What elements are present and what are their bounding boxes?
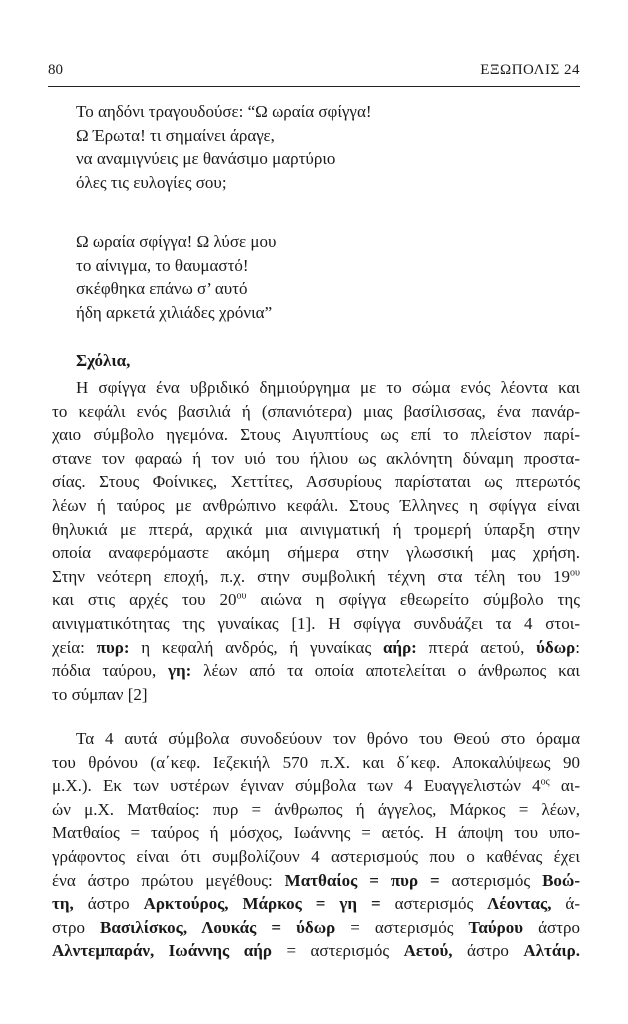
text-line: χαιο σύμβολο ηγεμόνα. Στους Αιγυπτίους ως επί το πλείστον παρί- <box>52 425 580 445</box>
page-header <box>48 62 580 84</box>
poem-line: ήδη αρκετά χιλιάδες χρόνια” <box>76 302 273 322</box>
superscript: ου <box>570 567 580 579</box>
running-title: ΕΞΩΠΟΛΙΣ 24 <box>480 62 580 78</box>
text-line: του θρόνου (α΄κεφ. Ιεζεκιήλ 570 π.Χ. και δ΄κεφ. Αποκαλύψεως 90 <box>52 752 580 772</box>
bold-term: Ματθαίος = πυρ = <box>284 870 440 890</box>
bold-term: Αρκτούρος, Μάρκος = γη = <box>143 894 381 914</box>
text-span: και στις αρχές του 20 <box>52 590 237 610</box>
header-rule <box>48 86 580 87</box>
bold-term: Αετού, <box>403 941 453 961</box>
text-span: αστερισμός <box>439 870 543 890</box>
bold-term: αήρ: <box>382 637 417 657</box>
text-line <box>52 869 580 893</box>
bold-term: Βασιλίσκος, Λουκάς = ύδωρ <box>100 917 336 937</box>
text-line: στανε τον φαραώ ή τον υιό του ήλιου ως ακλόνητη δύναμη προστα- <box>52 448 580 468</box>
text-line <box>52 774 580 798</box>
poem-line: να αναμιγνύεις με θανάσιμο μαρτύριο <box>76 149 336 169</box>
bold-term: τη, <box>52 894 74 914</box>
poem-stanza-2 <box>76 230 276 324</box>
text-span: χεία: <box>52 637 97 657</box>
bold-term: Αλτάιρ. <box>523 941 580 961</box>
text-span: πόδια ταύρου, <box>52 661 169 681</box>
text-line <box>52 376 580 400</box>
text-span: πτερά αετού, <box>416 637 537 657</box>
paragraph-2 <box>52 727 580 963</box>
bold-term: Ταύρου <box>468 917 524 937</box>
text-span: αστερισμός <box>380 894 488 914</box>
poem-line: Ω Έρωτα! τι σημαίνει άραγε, <box>76 125 275 145</box>
text-span: Τα 4 αυτά σύμβολα συνοδεύουν τον θρόνο του Θεού στο όραμα <box>76 729 580 748</box>
bold-term: γη: <box>168 661 192 681</box>
poem-line: σκέφθηκα επάνω σ’ αυτό <box>76 279 248 299</box>
text-line <box>52 727 580 751</box>
text-line <box>52 892 580 916</box>
text-line <box>52 916 580 940</box>
text-span: ένα άστρο πρώτου μεγέθους: <box>52 870 285 890</box>
bold-term: πυρ: <box>96 637 130 657</box>
text-span: = αστερισμός <box>271 941 404 961</box>
text-line: Ματθαίος = ταύρος ή μόσχος, Ιωάννης = αετός. Η άποψη του υπο- <box>52 823 580 843</box>
bold-term: Αλντεμπαράν, Ιωάννης αήρ <box>52 941 272 961</box>
text-line: σίας. Στους Φοίνικες, Χεττίτες, Ασσυρίους παρίσταται ως πτερωτός <box>52 472 580 492</box>
poem-stanza-1 <box>76 100 372 194</box>
poem-line: όλες τις ευλογίες σου; <box>76 172 227 192</box>
text-line: λέων ή ταύρος με ανθρώπινο κεφάλι. Στους Έλληνες η σφίγγα είναι <box>52 495 580 515</box>
paragraph-1 <box>52 376 580 706</box>
text-span: ά- <box>551 894 580 914</box>
text-span: άστρο <box>452 941 524 961</box>
superscript: ου <box>236 590 247 602</box>
text-span: η κεφαλή ανδρός, ή γυναίκας <box>129 637 383 657</box>
text-span: αιώνα η σφίγγα εθεωρείτο σύμβολο της <box>246 590 580 610</box>
text-line <box>52 588 580 612</box>
page-number: 80 <box>48 62 63 78</box>
superscript: ος <box>540 776 550 788</box>
text-line <box>52 636 580 660</box>
text-line: θηλυκιά με πτερά, αρχικά μια αινιγματική ή τρομερή ύπαρξη στην <box>52 519 580 539</box>
poem-line: Ω ωραία σφίγγα! Ω λύσε μου <box>76 232 277 251</box>
poem-line: το αίνιγμα, το θαυμαστό! <box>76 255 249 275</box>
section-heading: Σχόλια, <box>76 351 131 370</box>
text-line: ών μ.Χ. Ματθαίος: πυρ = άνθρωπος ή άγγελος, Μάρκος = λέων, <box>52 799 580 819</box>
text-span: άστρο <box>73 894 144 914</box>
text-span: άστρο <box>523 917 580 937</box>
text-line: γράφοντος είναι ότι συμβολίζουν 4 αστερισμούς που ο καθένας έχει <box>52 846 580 866</box>
text-line: οποία αναφερόμαστε ακόμη σήμερα στην γλωσσική μας χρήση. <box>52 543 580 563</box>
text-line <box>52 939 580 963</box>
text-span: μ.Χ.). Εκ των υστέρων έγιναν σύμβολα των 4 Ευαγγελιστών 4 <box>52 776 541 796</box>
text-line <box>52 659 580 683</box>
text-span: στρο <box>52 917 101 937</box>
text-span: λέων από τα οποία αποτελείται ο άνθρωπος και <box>191 661 580 681</box>
text-line <box>52 565 580 589</box>
text-line: αινιγματικότητας της γυναίκας [1]. Η σφίγγα συνδυάζει τα 4 στοι- <box>52 613 580 633</box>
poem-line: Το αηδόνι τραγουδούσε: “Ω ωραία σφίγγα! <box>76 102 372 121</box>
text-span: αι- <box>549 776 580 796</box>
text-line: το κεφάλι ενός βασιλιά ή (σπανιότερα) μιας βασίλισσας, ένα πανάρ- <box>52 401 580 421</box>
bold-term: Βοώ- <box>542 870 581 890</box>
text-line: το σύμπαν [2] <box>52 684 148 704</box>
text-span: : <box>575 637 580 657</box>
text-span: Η σφίγγα ένα υβριδικό δημιούργημα με το σώμα ενός λέοντα και <box>76 378 580 397</box>
bold-term: Λέοντας, <box>487 894 552 914</box>
bold-term: ύδωρ <box>536 637 576 657</box>
text-span: = αστερισμός <box>335 917 469 937</box>
text-span: Στην νεότερη εποχή, π.χ. στην συμβολική τέχνη στα τέλη του 19 <box>52 566 571 586</box>
